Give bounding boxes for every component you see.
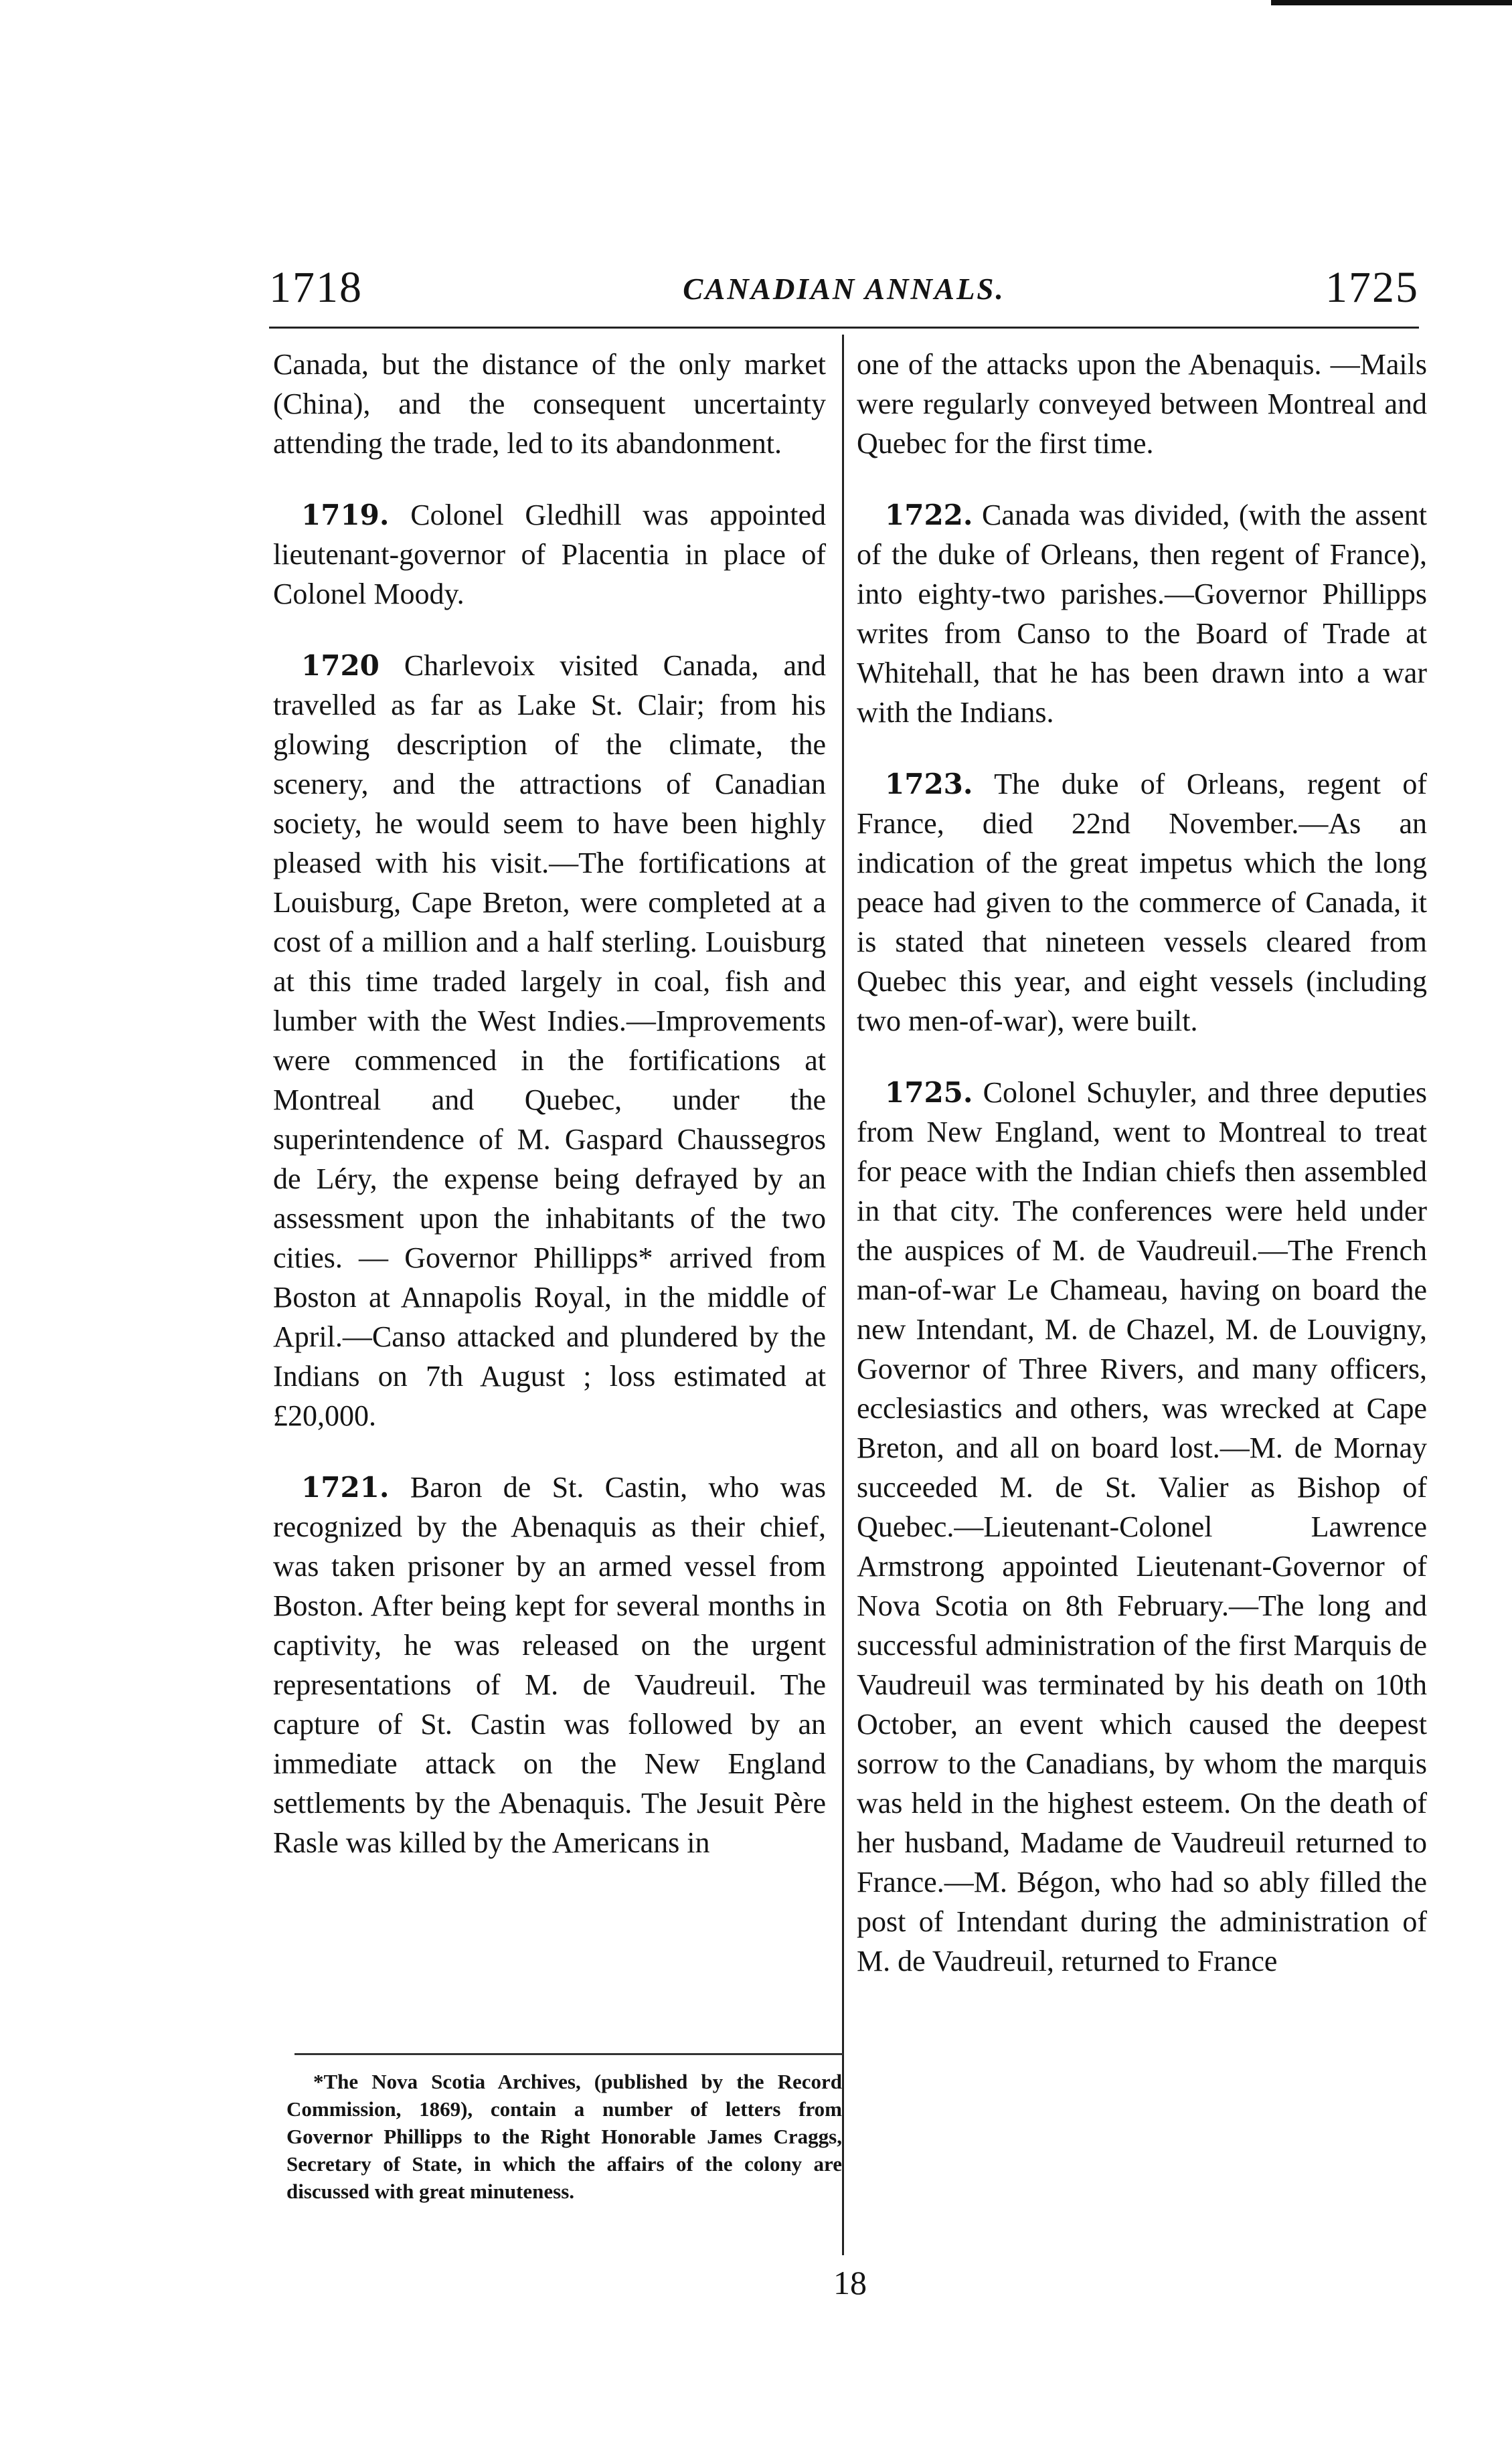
footnote: *The Nova Scotia Archives, (published by the Record Commission, 1869), contain a number of letters from Governor Phillipps to the Right Honorable James Craggs, Secretary of State, in which the affairs of the colony are discussed with great minuteness.	[286, 2070, 842, 2203]
footnote-rule	[295, 2053, 843, 2055]
entry-year: 1720	[301, 649, 380, 682]
entry-text: Baron de St. Castin, who was recognized by the Abenaquis as their chief, was taken prisoner by an armed vessel from Boston. After being kept for several months in captivity, he was released on the urgent representations of M. de Vaudreuil. The capture of St. Castin was followed by an immediate attack on the New England settlements by the Abenaquis. The Jesuit Père Rasle was killed by the Americans in	[273, 1471, 826, 1859]
annal-entry-1720	[273, 646, 826, 1435]
annal-entry-1723	[857, 764, 1427, 1041]
entry-text: Canada was divided, (with the assent of the duke of Orleans, then regent of France), into eighty-two parishes.—Governor Phillipps writes from Canso to the Board of Trade at Whitehall, that he has been drawn into a war with the Indians.	[857, 499, 1427, 729]
entry-year: 1721.	[301, 1471, 390, 1504]
header-right-year: 1725	[1325, 263, 1419, 312]
entry-text: The duke of Orleans, regent of France, died 22nd November.—As an indication of the great impetus which the long peace had given to the commerce of Canada, it is stated that nineteen vessels cleared from Quebec this year, and eight vessels (including two men-of-war), were built.	[857, 768, 1427, 1037]
entry-year: 1723.	[885, 768, 973, 800]
entry-year: 1725.	[885, 1076, 973, 1109]
header-left-year: 1718	[269, 263, 363, 312]
page-number: 18	[833, 2264, 867, 2301]
annal-entry-1725	[857, 1073, 1427, 1981]
column-divider	[842, 335, 844, 2255]
header-title: CANADIAN ANNALS.	[683, 272, 1005, 306]
left-column	[273, 345, 826, 1895]
entry-text: Colonel Gledhill was appointed lieutenant-governor of Placentia in place of Colonel Moody.	[273, 499, 826, 610]
entry-text: Colonel Schuyler, and three deputies from New England, went to Montreal to treat for peace with the Indian chiefs then assembled in that city. The conferences were held under the auspices of M. de Vaudreuil.—The French man-of-war Le Chameau, having on board the new Intendant, M. de Chazel, M. de Louvigny, Governor of Three Rivers, and many officers, ecclesiastics and others, was wrecked at Cape Breton, and all on board lost.—M. de Mornay succeeded M. de St. Valier as Bishop of Quebec.—Lieutenant-Colonel Lawrence Armstrong appointed Lieutenant-Governor of Nova Scotia on 8th February.—The long and successful administration of the first Marquis de Vaudreuil was terminated by his death on 10th October, an event which caused the deepest sorrow to the Canadians, by whom the marquis was held in the highest esteem. On the death of her husband, Madame de Vaudreuil returned to France.—M. Bégon, who had so ably filled the post of Intendant during the administration of M. de Vaudreuil, returned to France	[857, 1076, 1427, 1977]
annal-entry-1722	[857, 495, 1427, 732]
right-column	[857, 345, 1427, 2013]
entry-text: Charlevoix visited Canada, and travelled as far as Lake St. Clair; from his glowing description of the climate, the scenery, and the attractions of Canadian society, he would seem to have been highly pleased with his visit.—The fortifications at Louisburg, Cape Breton, were completed at a cost of a million and a half sterling. Louisburg at this time traded largely in coal, fish and lumber with the West Indies.—Improvements were commenced in the fortifications at Montreal and Quebec, under the superintendence of M. Gaspard Chaussegros de Léry, the expense being defrayed by an assessment upon the inhabitants of the two cities. — Governor Phillipps* arrived from Boston at Annapolis Royal, in the middle of April.—Canso attacked and plundered by the Indians on 7th August ; loss estimated at £20,000.	[273, 649, 826, 1432]
running-header	[269, 262, 1419, 323]
paragraph-continuation	[273, 345, 826, 463]
annal-entry-1719	[273, 495, 826, 614]
top-edge-rule	[1271, 0, 1512, 5]
paragraph-text: Canada, but the distance of the only market (China), and the consequent uncertainty attending the trade, led to its abandonment.	[273, 348, 826, 460]
paragraph-continuation	[857, 345, 1427, 463]
entry-year: 1722.	[885, 499, 973, 531]
paragraph-text: one of the attacks upon the Abenaquis. —Mails were regularly conveyed between Montreal and Quebec for the first time.	[857, 348, 1427, 460]
header-rule	[269, 327, 1419, 329]
annal-entry-1721	[273, 1468, 826, 1862]
entry-year: 1719.	[301, 499, 390, 531]
